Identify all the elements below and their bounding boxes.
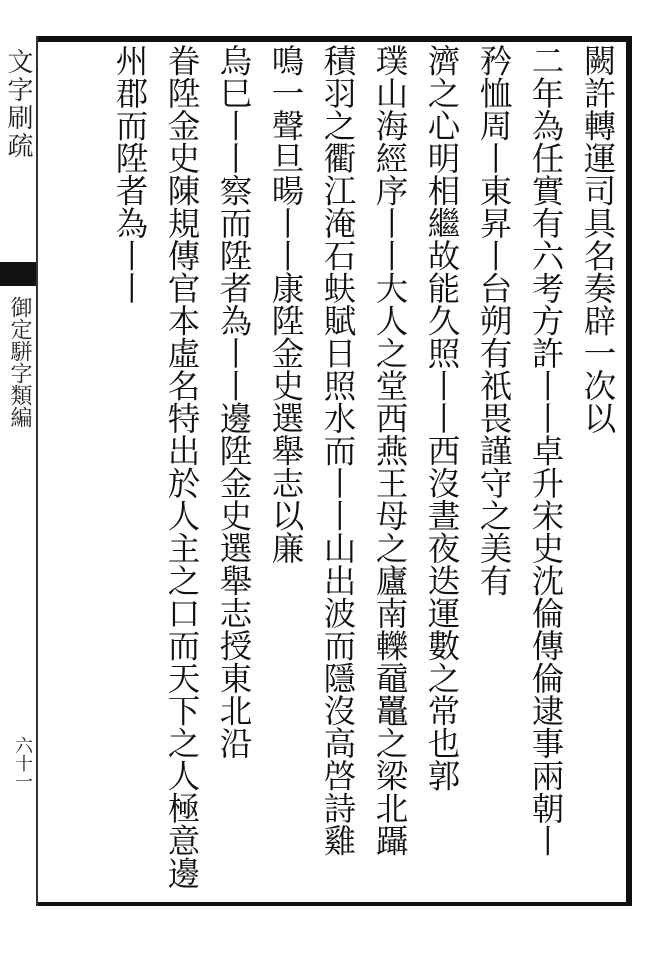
- spine-text: 文字刷疏: [3, 48, 33, 160]
- text-column: 鳴一聲旦暘丨丨康陞金史選舉志以廉: [267, 44, 305, 564]
- text-column: 二年為任實有六考方許丨丨卓升宋史沈倫傳倫逮事兩朝丨: [527, 44, 565, 857]
- frame-right-border: [626, 36, 632, 906]
- main-text: [104, 44, 624, 898]
- text-column: 闕許轉運司具名奏辟一次以: [579, 44, 617, 434]
- book-title: 御定駢字類編: [7, 296, 32, 428]
- gutter-line: [36, 36, 38, 906]
- text-column: 積羽之衢江淹石蚨賦日照水而丨丨山出波而隱沒高啓詩雞: [319, 44, 357, 857]
- frame-top-border: [36, 36, 632, 42]
- page-number: 六十一: [12, 736, 33, 790]
- text-column: 濟之心明相繼故能久照丨丨西沒晝夜迭運數之常也郭: [423, 44, 461, 792]
- text-column: 矜恤周丨東昇丨台朔有祇畏謹守之美有: [475, 44, 513, 597]
- text-column: 烏巳丨丨察而陞者為丨丨邊陞金史選舉志授東北沿: [215, 44, 253, 759]
- text-column: 璞山海經序丨丨大人之堂西燕王母之廬南轢黿鼉之梁北躡: [371, 44, 409, 857]
- text-column: 眷陞金史陳規傳官本虛名特出於人主之口而天下之人極意邊州郡而陞者為丨丨: [111, 44, 201, 889]
- fishtail-mark: [0, 262, 36, 286]
- frame-bottom-border: [36, 902, 632, 906]
